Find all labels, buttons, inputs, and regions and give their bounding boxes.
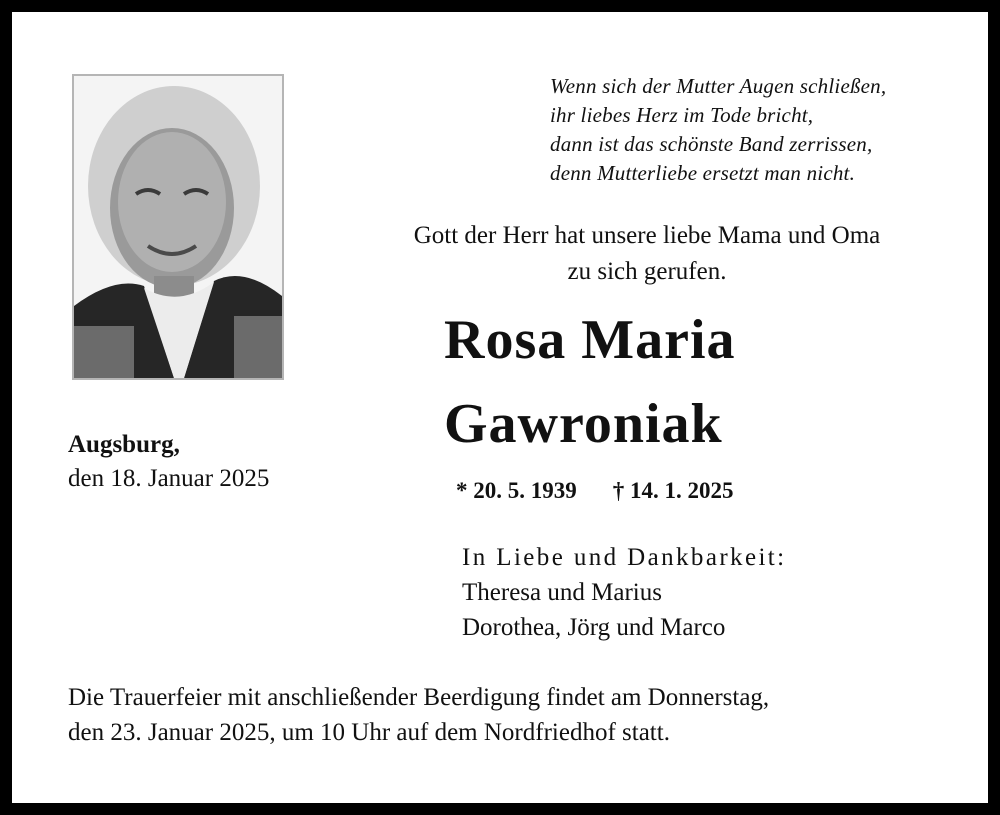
intro-line: Gott der Herr hat unsere liebe Mama und Oma <box>413 222 881 249</box>
portrait-photo-icon <box>74 76 282 378</box>
verse-line: Wenn sich der Mutter Augen schließen, <box>550 74 887 98</box>
verse-line: ihr liebes Herz im Tode bricht, <box>550 103 814 127</box>
verse-line: denn Mutterliebe ersetzt man nicht. <box>550 161 856 185</box>
mourner-line: Dorothea, Jörg und Marco <box>462 614 726 641</box>
deceased-surname: Gawroniak <box>444 393 723 455</box>
life-dates <box>456 474 734 508</box>
notice-date: den 18. Januar 2025 <box>68 465 270 492</box>
place-city: Augsburg, <box>68 431 180 458</box>
intro-text <box>312 218 982 290</box>
portrait-photo <box>72 74 284 380</box>
verse-line: dann ist das schönste Band zerrissen, <box>550 132 873 156</box>
intro-line: zu sich gerufen. <box>567 258 727 285</box>
place-and-date <box>68 428 269 496</box>
mourner-line: Theresa und Marius <box>462 579 662 606</box>
mourners-heading: In Liebe und Dankbarkeit: <box>462 544 787 571</box>
death-date: † 14. 1. 2025 <box>612 478 734 503</box>
deceased-name <box>444 298 736 466</box>
funeral-line: den 23. Januar 2025, um 10 Uhr auf dem Nordfriedhof statt. <box>68 719 670 746</box>
mourners <box>462 540 787 645</box>
funeral-info <box>68 680 948 750</box>
birth-date: * 20. 5. 1939 <box>456 478 577 503</box>
verse <box>550 72 886 188</box>
funeral-line: Die Trauerfeier mit anschließender Beerdigung findet am Donnerstag, <box>68 684 770 711</box>
deceased-first-names: Rosa Maria <box>444 309 736 371</box>
